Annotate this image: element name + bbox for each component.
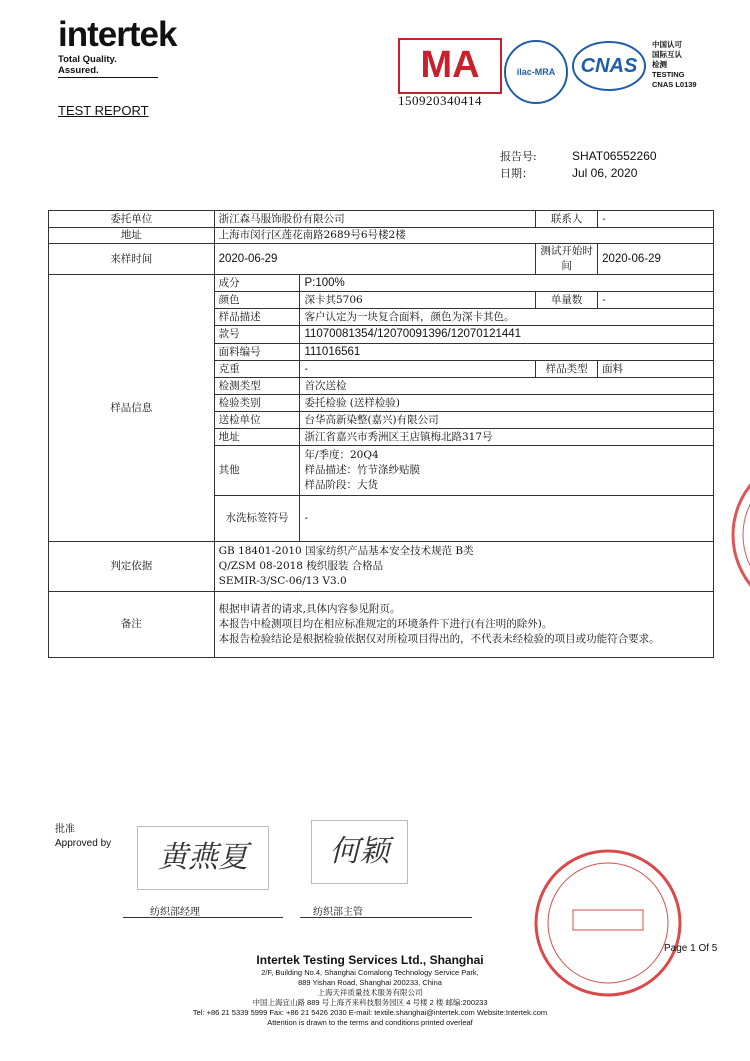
footer bbox=[150, 952, 590, 1028]
remarks-value bbox=[214, 592, 713, 658]
approval-label bbox=[55, 823, 111, 851]
signature-supervisor: 何颖 bbox=[311, 820, 408, 884]
signer1-title: 纺织部经理 bbox=[150, 907, 200, 918]
signature-line bbox=[300, 917, 472, 918]
sample-type-label: 样品类型 bbox=[536, 361, 598, 378]
cnas-line: 中国认可 bbox=[652, 40, 682, 49]
footer-company: Intertek Testing Services Ltd., Shanghai bbox=[256, 953, 484, 967]
footer-address-2: 889 Yishan Road, Shanghai 200233, China bbox=[298, 978, 442, 987]
client-value: 浙江森马服饰股份有限公司 bbox=[214, 211, 536, 228]
basis-line: Q/ZSM 08-2018 梭织服装 合格品 bbox=[218, 560, 384, 572]
cnas-label: CNAS bbox=[580, 55, 638, 77]
quantity-label: 单量数 bbox=[536, 292, 598, 309]
sender-value: 台华高新染整(嘉兴)有限公司 bbox=[300, 412, 714, 429]
client-label: 委托单位 bbox=[49, 211, 215, 228]
remarks-label: 备注 bbox=[49, 592, 215, 658]
test-type-label: 检测类型 bbox=[214, 378, 300, 395]
report-no: SHAT06552260 bbox=[572, 149, 657, 163]
care-label-label: 水洗标签符号 bbox=[214, 496, 300, 542]
cnas-line: 国际互认 bbox=[652, 50, 682, 59]
sample-type-value: 面料 bbox=[598, 361, 714, 378]
footer-cn-name: 上海天祥质量技术服务有限公司 bbox=[317, 988, 423, 997]
sender-address-label: 地址 bbox=[214, 429, 300, 446]
approval-label-en: Approved by bbox=[55, 838, 112, 849]
table-row bbox=[49, 211, 714, 228]
test-start-label: 测试开始时间 bbox=[536, 244, 598, 275]
other-line: 样品阶段：大货 bbox=[304, 479, 378, 491]
other-line: 样品描述：竹节涤纱贴膜 bbox=[304, 464, 420, 476]
footer-notice: Attention is drawn to the terms and conditions printed overleaf bbox=[267, 1018, 473, 1027]
inspect-type-value: 委托检验 (送样检验) bbox=[300, 395, 714, 412]
signer2-title: 纺织部主管 bbox=[313, 907, 363, 918]
desc-value: 客户认定为一块复合面料，颜色为深卡其色。 bbox=[300, 309, 714, 326]
remarks-line: 本报告检验结论是根据检验依据仅对所检项目得出的，不代表未经检验的项目或功能符合要求。 bbox=[218, 633, 660, 645]
other-value bbox=[300, 446, 714, 496]
footer-address-1: 2/F, Building No.4, Shanghai Comalong Technology Service Park, bbox=[261, 968, 479, 977]
date-label: 日期： bbox=[500, 167, 533, 180]
cnas-line: 检测 bbox=[652, 60, 667, 69]
sender-address-value: 浙江省嘉兴市秀洲区王店镇梅北路317号 bbox=[300, 429, 714, 446]
document-title: TEST REPORT bbox=[58, 103, 149, 118]
ilac-mra-logo: ilac-MRA bbox=[504, 40, 568, 104]
received-value: 2020-06-29 bbox=[214, 244, 536, 275]
footer-contact: Tel: +86 21 5339 5999 Fax: +86 21 5426 2030 E-mail: textile.shanghai@intertek.com Website:Intertek.com bbox=[192, 1008, 548, 1017]
signature-line bbox=[123, 917, 283, 918]
address-label: 地址 bbox=[49, 228, 215, 244]
basis-line: SEMIR-3/SC-06/13 V3.0 bbox=[218, 575, 347, 587]
contact-value: - bbox=[598, 211, 714, 228]
address-value: 上海市闵行区莲花南路2689号6号楼2楼 bbox=[214, 228, 713, 244]
composition-value: P:100% bbox=[300, 275, 714, 292]
cnas-line: CNAS L0139 bbox=[652, 80, 697, 89]
report-info-table bbox=[48, 210, 714, 658]
basis-value bbox=[214, 542, 713, 592]
footer-cn-address: 中国上海宜山路 889 号上海齐来科技服务园区 4 号楼 2 楼 邮编:200233 bbox=[252, 998, 488, 1007]
style-label: 款号 bbox=[214, 326, 300, 344]
remarks-line: 本报告中检测项目均在相应标准规定的环境条件下进行(有注明的除外)。 bbox=[218, 618, 553, 630]
fabric-no-value: 111016561 bbox=[300, 344, 714, 361]
report-meta bbox=[500, 148, 657, 182]
quantity-value: - bbox=[598, 292, 714, 309]
weight-value: - bbox=[300, 361, 536, 378]
table-row bbox=[49, 244, 714, 275]
table-row bbox=[49, 542, 714, 592]
approval-label-cn: 批准 bbox=[55, 824, 75, 835]
logo-tagline: Total Quality. Assured. bbox=[58, 54, 158, 78]
cnas-accreditation-text bbox=[652, 40, 697, 90]
other-label: 其他 bbox=[214, 446, 300, 496]
weight-label: 克重 bbox=[214, 361, 300, 378]
table-row bbox=[49, 592, 714, 658]
logo-wordmark: intertek bbox=[58, 15, 177, 54]
report-date: Jul 06, 2020 bbox=[572, 166, 638, 180]
fabric-no-label: 面料编号 bbox=[214, 344, 300, 361]
care-label-value: - bbox=[300, 496, 714, 542]
cma-mark: MA bbox=[398, 38, 502, 94]
sender-label: 送检单位 bbox=[214, 412, 300, 429]
sample-info-label: 样品信息 bbox=[49, 275, 215, 542]
contact-label: 联系人 bbox=[536, 211, 598, 228]
basis-line: GB 18401-2010 国家纺织产品基本安全技术规范 B类 bbox=[218, 545, 474, 557]
color-label: 颜色 bbox=[214, 292, 300, 309]
page-number: Page 1 Of 5 bbox=[664, 943, 718, 954]
other-line: 年/季度：20Q4 bbox=[304, 449, 379, 461]
signature-manager: 黄燕夏 bbox=[137, 826, 269, 890]
cnas-logo bbox=[570, 38, 648, 94]
received-label: 来样时间 bbox=[49, 244, 215, 275]
partial-seal-stamp-icon bbox=[718, 450, 750, 620]
desc-label: 样品描述 bbox=[214, 309, 300, 326]
color-value: 深卡其5706 bbox=[300, 292, 536, 309]
table-row bbox=[49, 228, 714, 244]
intertek-logo bbox=[58, 16, 208, 78]
cnas-line: TESTING bbox=[652, 70, 685, 79]
remarks-line: 根据申请者的请求,具体内容参见附页。 bbox=[218, 603, 401, 615]
report-no-label: 报告号: bbox=[500, 150, 537, 163]
test-type-value: 首次送检 bbox=[300, 378, 714, 395]
composition-label: 成分 bbox=[214, 275, 300, 292]
inspect-type-label: 检验类别 bbox=[214, 395, 300, 412]
cma-number: 150920340414 bbox=[398, 93, 482, 108]
basis-label: 判定依据 bbox=[49, 542, 215, 592]
style-value: 11070081354/12070091396/12070121441 bbox=[300, 326, 714, 344]
table-row bbox=[49, 275, 714, 292]
test-start-value: 2020-06-29 bbox=[598, 244, 714, 275]
